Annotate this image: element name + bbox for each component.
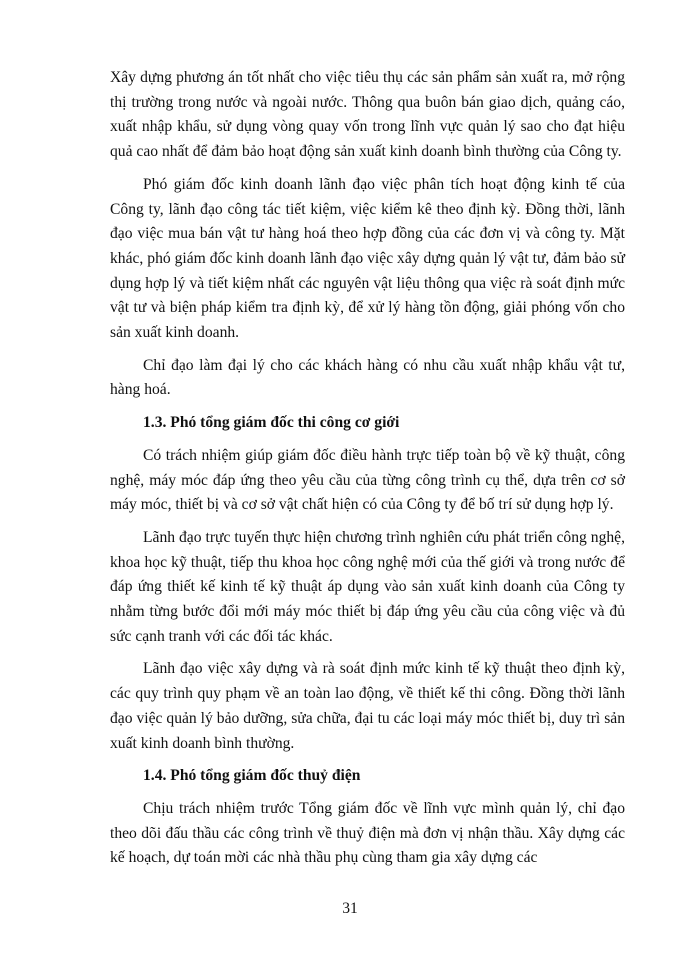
paragraph-5: Lãnh đạo trực tuyến thực hiện chương trình nghiên cứu phát triển công nghệ, khoa học kỹ thuật, tiếp thu khoa học công nghệ mới của thế giới và trong nước để đáp ứng thiết kế kinh tế kỹ thuật áp dụng vào sản xuất kinh doanh của Công ty nhằm từng bước đổi mới máy móc thiết bị đáp ứng yêu cầu của công việc và đủ sức cạnh tranh với các đối tác khác. bbox=[110, 528, 625, 645]
paragraph-6: Lãnh đạo việc xây dựng và rà soát định mức kinh tế kỹ thuật theo định kỳ, các quy trình quy phạm về an toàn lao động, về thiết kế thi công. Đồng thời lãnh đạo việc quản lý bảo dưỡng, sửa chữa, đại tu các loại máy móc thiết bị, duy trì sản xuất kinh doanh bình thường. bbox=[110, 660, 625, 752]
paragraph-1: Xây dựng phương án tốt nhất cho việc tiêu thụ các sản phẩm sản xuất ra, mở rộng thị trường trong nước và ngoài nước. Thông qua buôn bán giao dịch, quảng cáo, xuất nhập khẩu, sử dụng vòng quay vốn trong lĩnh vực quản lý sao cho đạt hiệu quả cao nhất để đảm bảo hoạt động sản xuất kinh doanh bình thường của Công ty. bbox=[110, 69, 625, 161]
section-heading-1-3: 1.3. Phó tổng giám đốc thi công cơ giới bbox=[143, 414, 400, 432]
paragraph-2: Phó giám đốc kinh doanh lãnh đạo việc phân tích hoạt động kinh tế của Công ty, lãnh đạo công tác tiết kiệm, việc kiểm kê theo định kỳ. Đồng thời, lãnh đạo việc mua bán vật tư hàng hoá theo hợp đồng của các đơn vị và công ty. Mặt khác, phó giám đốc kinh doanh lãnh đạo việc xây dựng quản lý vật tư, đảm bảo sử dụng hợp lý và tiết kiệm nhất các nguyên vật liệu thông qua việc rà soát định mức vật tư và biện pháp kiểm tra định kỳ, để xử lý hàng tồn động, giải phóng vốn cho sản xuất kinh doanh. bbox=[110, 175, 625, 342]
paragraph-4: Có trách nhiệm giúp giám đốc điều hành trực tiếp toàn bộ về kỹ thuật, công nghệ, máy móc đáp ứng theo yêu cầu của từng công trình cụ thể, dựa trên cơ sở máy móc, thiết bị và cơ sở vật chất hiện có của Công ty để bố trí sử dụng hợp lý. bbox=[110, 446, 625, 514]
section-heading-1-4: 1.4. Phó tổng giám đốc thuỷ điện bbox=[143, 767, 361, 785]
paragraph-3: Chỉ đạo làm đại lý cho các khách hàng có nhu cầu xuất nhập khẩu vật tư, hàng hoá. bbox=[110, 356, 625, 399]
page-number: 31 bbox=[342, 900, 358, 917]
document-page bbox=[110, 66, 625, 879]
paragraph-7: Chịu trách nhiệm trước Tổng giám đốc về lĩnh vực mình quản lý, chỉ đạo theo dõi đấu thầu các công trình về thuỷ điện mà đơn vị nhận thầu. Xây dựng các kế hoạch, dự toán mời các nhà thầu phụ cùng tham gia xây dựng các bbox=[110, 799, 625, 867]
